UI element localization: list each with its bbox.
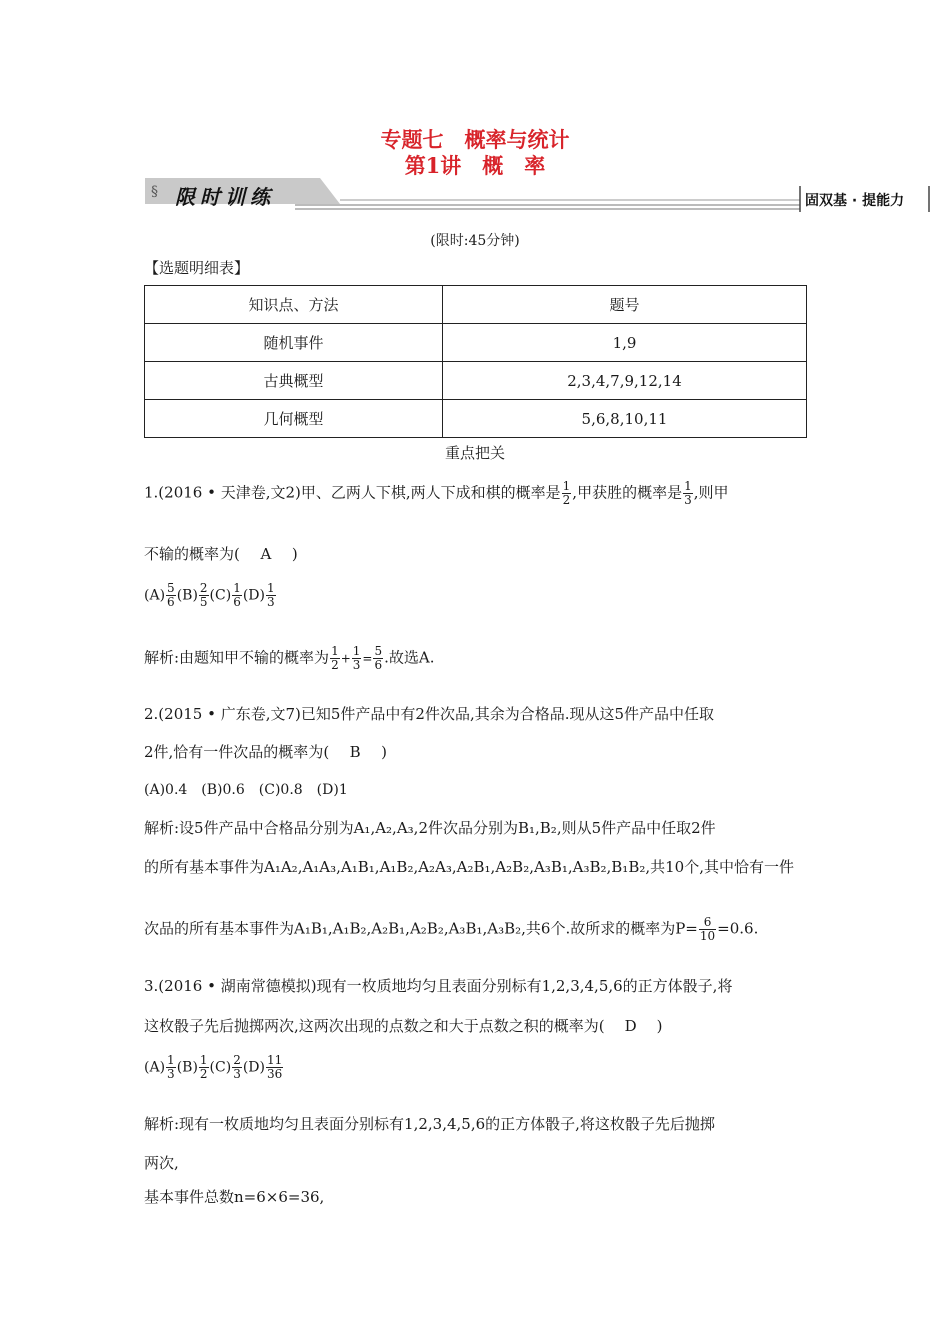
banner-right-label: 固双基 · 提能力 bbox=[805, 193, 905, 209]
question-3-solution-line-1: 解析:现有一枚质地均匀且表面分别标有1,2,3,4,5,6的正方体骰子,将这枚骰子先后抛掷 bbox=[144, 1115, 715, 1133]
banner-left-label: 限时训练 bbox=[175, 185, 275, 209]
fraction: $\frac{1}{3}$ bbox=[684, 479, 692, 507]
question-1-prompt: 不输的概率为( A ) bbox=[144, 545, 298, 563]
question-1-options: (A) $\frac{5}{6}$ (B) $\frac{2}{5}$ (C) $\frac{1}{6}$ (D) $\frac{1}{3}$ bbox=[144, 581, 275, 609]
table-row bbox=[145, 362, 807, 400]
question-2-solution-line-2: 的所有基本事件为A₁A₂,A₁A₃,A₁B₁,A₁B₂,A₂A₃,A₂B₁,A₂B₂,A₃B₁,A₃B₂,B₁B₂,共10个,其中恰有一件 bbox=[144, 858, 794, 876]
question-3-stem: 3.(2016 • 湖南常德模拟)现有一枚质地均匀且表面分别标有1,2,3,4,5,6的正方体骰子,将 bbox=[144, 977, 733, 995]
section-banner bbox=[145, 178, 930, 212]
answer: B bbox=[349, 743, 361, 761]
question-3-options: (A) $\frac{1}{3}$ (B) $\frac{1}{2}$ (C) $\frac{2}{3}$ (D) $\frac{11}{36}$ bbox=[144, 1053, 283, 1081]
question-3-solution-line-3: 基本事件总数n=6×6=36, bbox=[144, 1188, 325, 1206]
question-2-stem: 2.(2015 • 广东卷,文7)已知5件产品中有2件次品,其余为合格品.现从这5件产品中任取 bbox=[144, 705, 715, 723]
q1-text: 1.(2016 • 天津卷,文2)甲、乙两人下棋,两人下成和棋的概率是 bbox=[144, 483, 561, 502]
question-2-solution-line-1: 解析:设5件产品中合格品分别为A₁,A₂,A₃,2件次品分别为B₁,B₂,则从5件产品中任取2件 bbox=[144, 819, 716, 837]
table-header-row bbox=[145, 286, 807, 324]
answer: A bbox=[260, 545, 272, 563]
chapter-title: 专题七 概率与统计 bbox=[380, 127, 570, 152]
q1-text: ,甲获胜的概率是 bbox=[572, 483, 683, 502]
table-cell: 几何概型 bbox=[145, 400, 443, 438]
table-header-cell: 知识点、方法 bbox=[145, 286, 443, 324]
question-3-prompt: 这枚骰子先后抛掷两次,这两次出现的点数之和大于点数之积的概率为( D ) bbox=[144, 1017, 663, 1035]
answer: D bbox=[624, 1017, 637, 1035]
section-title: 重点把关 bbox=[444, 444, 505, 462]
table-cell: 随机事件 bbox=[145, 324, 443, 362]
topic-table bbox=[144, 285, 807, 438]
table-cell: 古典概型 bbox=[145, 362, 443, 400]
table-cell: 1,9 bbox=[443, 324, 807, 362]
question-2-prompt: 2件,恰有一件次品的概率为( B ) bbox=[144, 743, 388, 761]
lesson-title: 第1讲 概 率 bbox=[404, 153, 546, 178]
question-1-stem bbox=[144, 480, 729, 507]
table-cell: 2,3,4,7,9,12,14 bbox=[443, 362, 807, 400]
q1-text: ,则甲 bbox=[693, 483, 729, 502]
spring-icon: § bbox=[151, 184, 158, 200]
table-cell: 5,6,8,10,11 bbox=[443, 400, 807, 438]
question-3-solution-line-2: 两次, bbox=[144, 1154, 179, 1172]
question-1-solution: 解析:由题知甲不输的概率为 $\frac{1}{2}$ + $\frac{1}{3}$ = $\frac{5}{6}$ .故选A. bbox=[144, 644, 435, 672]
table-header-cell: 题号 bbox=[443, 286, 807, 324]
table-row bbox=[145, 400, 807, 438]
time-limit: (限时:45分钟) bbox=[430, 233, 520, 249]
question-2-solution-line-3: 次品的所有基本事件为A₁B₁,A₁B₂,A₂B₁,A₂B₂,A₃B₁,A₃B₂,共6个.故所求的概率为P= $\frac{6}{10}$ =0.6. bbox=[144, 915, 759, 943]
fraction: $\frac{1}{2}$ bbox=[562, 479, 571, 507]
table-row bbox=[145, 324, 807, 362]
question-2-options: (A)0.4 (B)0.6 (C)0.8 (D)1 bbox=[144, 782, 348, 798]
table-title: 【选题明细表】 bbox=[144, 259, 250, 277]
